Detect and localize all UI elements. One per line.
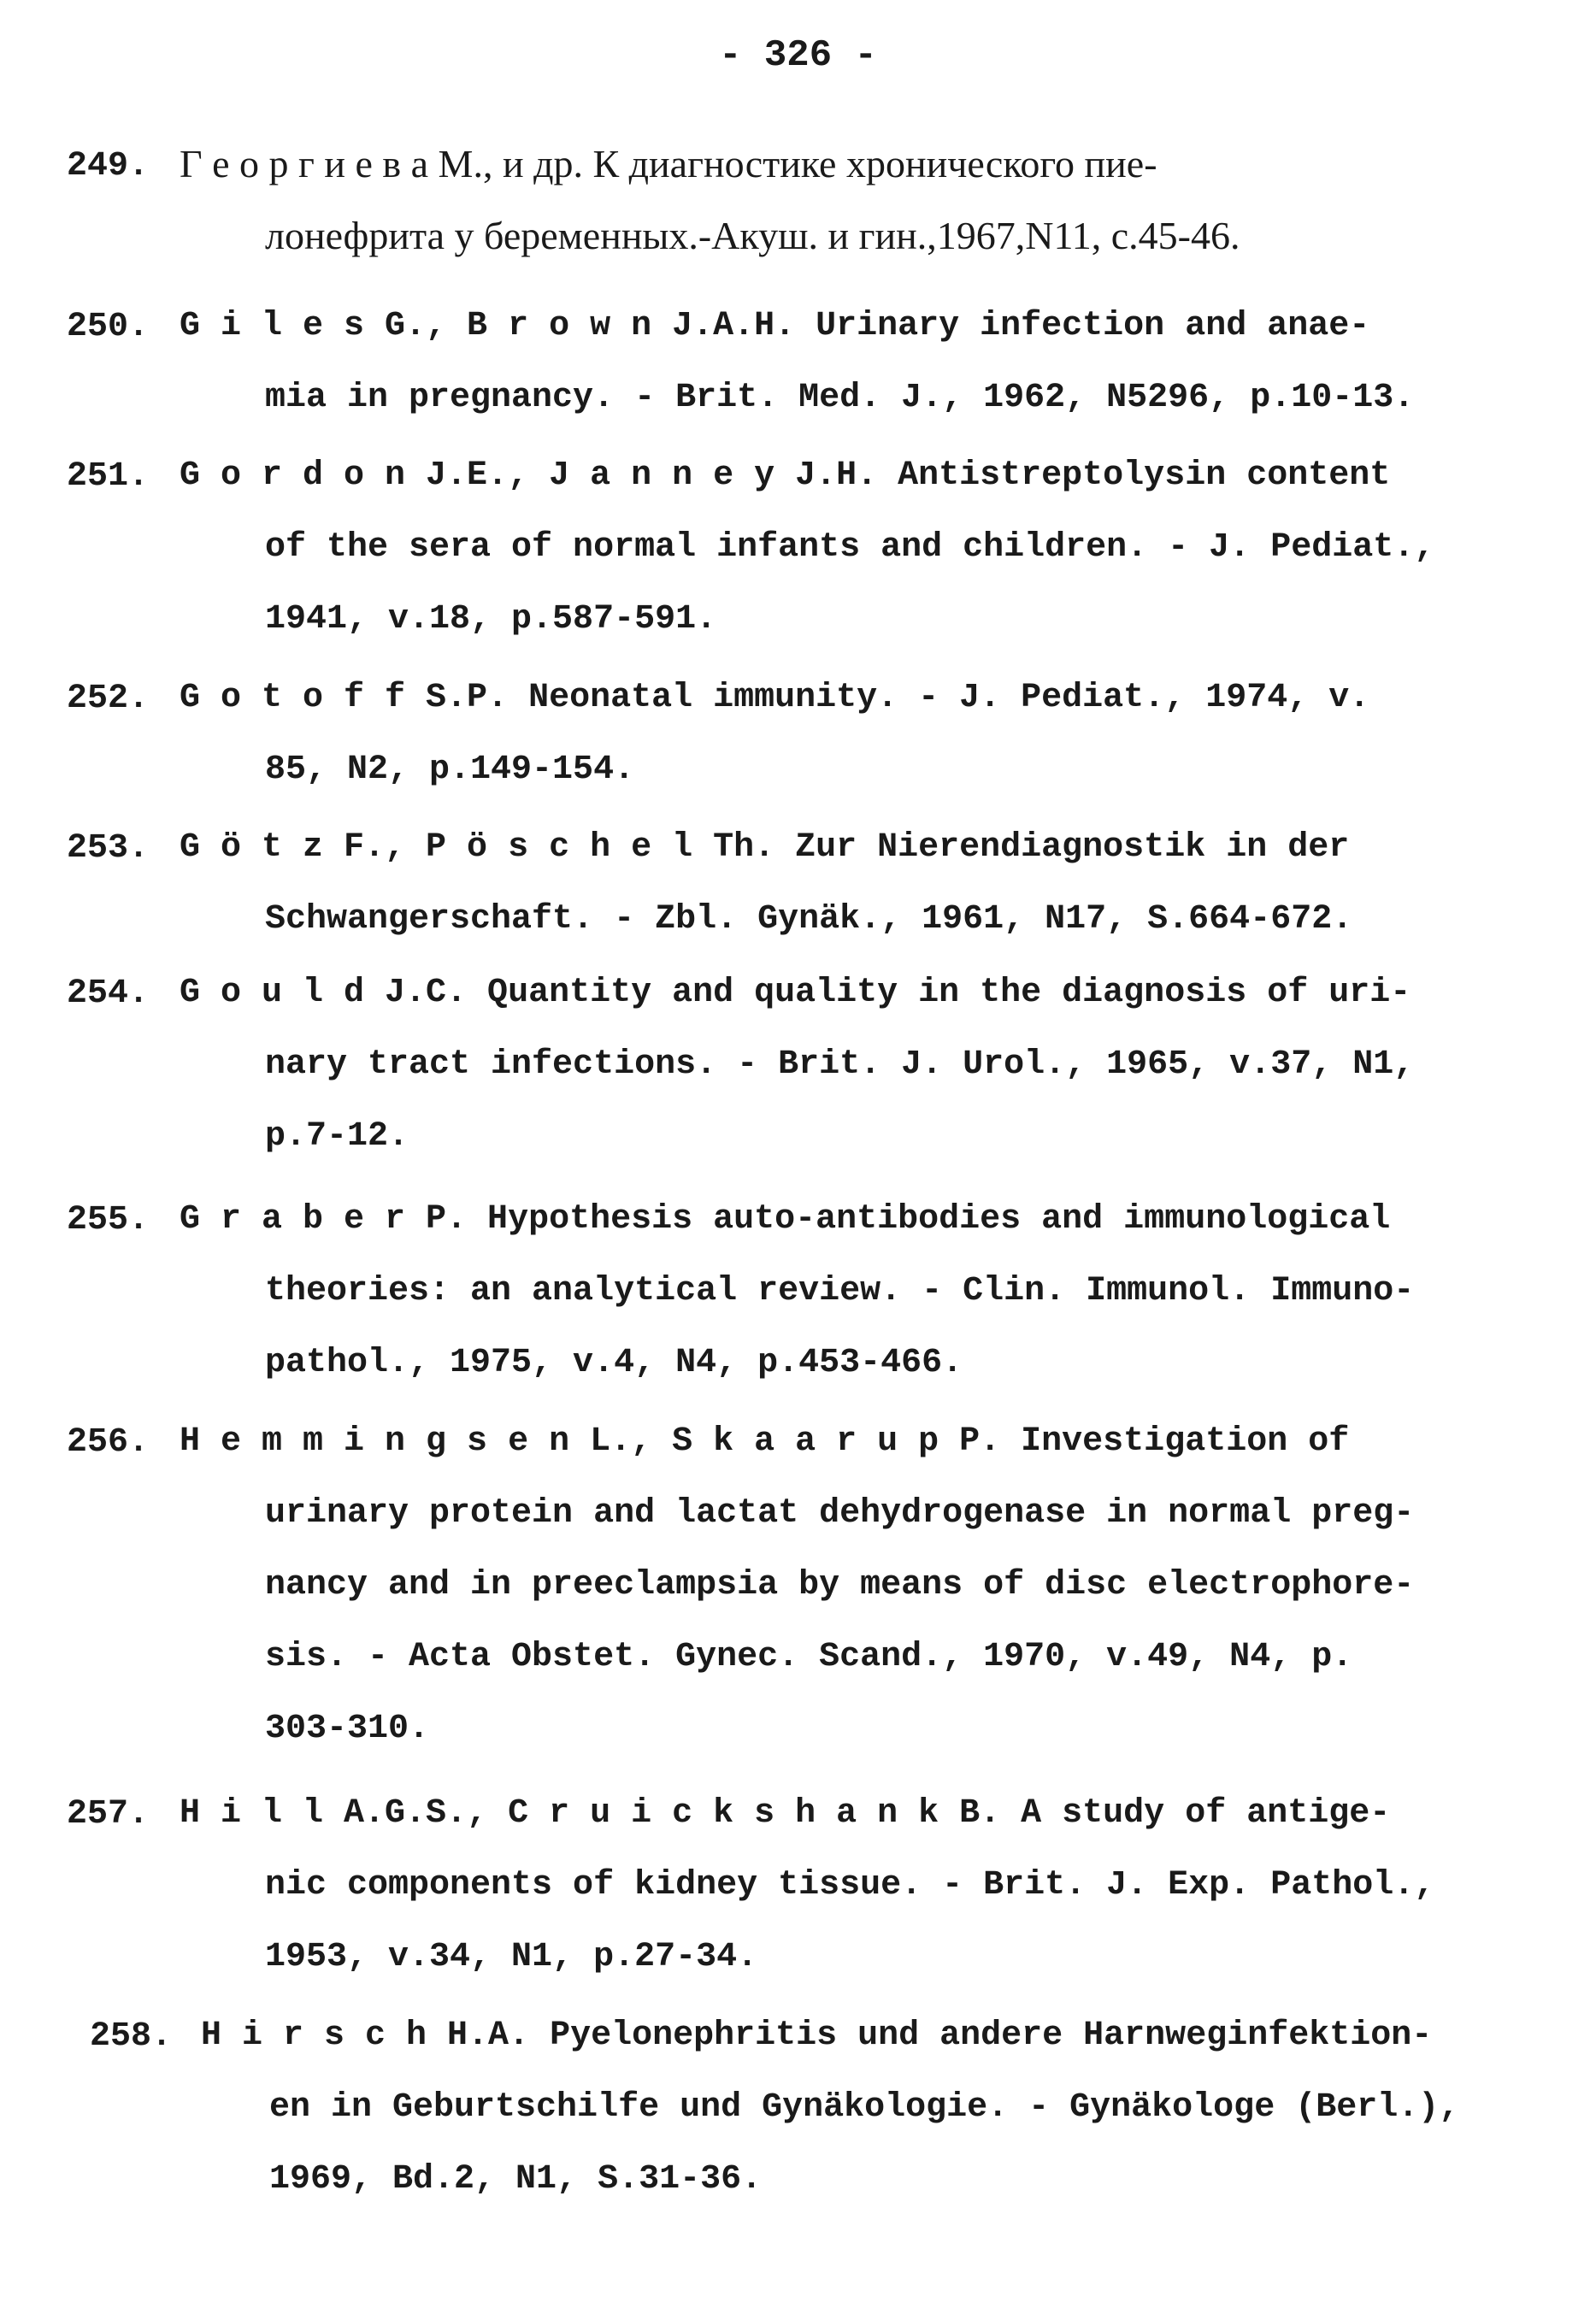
reference-line: pathol., 1975, v.4, N4, p.453-466. [265,1344,963,1382]
reference-line: лонефрита у беременных.-Акуш. и гин.,1967,N11, с.45-46. [265,214,1240,257]
reference-line: theories: an analytical review. - Clin. Immunol. Immuno- [265,1272,1415,1310]
reference-line: nic components of kidney tissue. - Brit. J. Exp. Pathol., [265,1866,1435,1905]
reference-text [201,2000,1539,2216]
reference-line: nary tract infections. - Brit. J. Urol., 1965, v.37, N1, [265,1045,1415,1084]
reference-number: 253. [67,829,150,868]
reference-line: H e m m i n g s e n L., S k a a r u p P. Investigation of [180,1422,1350,1461]
reference-line: G i l e s G., B r o w n J.A.H. Urinary infection and anae- [180,307,1370,345]
reference-line: of the sera of normal infants and children. - J. Pediat., [265,528,1435,567]
reference-line: p.7-12. [265,1117,409,1156]
reference-line: nancy and in preeclampsia by means of disc electrophore- [265,1566,1415,1604]
reference-text [180,1778,1539,1993]
reference-line: sis. - Acta Obstet. Gynec. Scand., 1970, v.49, N4, p. [265,1638,1353,1676]
reference-number: 250. [67,308,150,346]
reference-number: 252. [67,680,150,718]
reference-text [180,662,1539,806]
reference-line: H i l l A.G.S., C r u i c k s h a n k B. A study of antige- [180,1794,1391,1833]
reference-line: G o t o f f S.P. Neonatal immunity. - J. Pediat., 1974, v. [180,679,1370,717]
reference-line: urinary protein and lactat dehydrogenase in normal preg- [265,1494,1415,1533]
reference-line: 85, N2, p.149-154. [265,751,635,789]
reference-line: mia in pregnancy. - Brit. Med. J., 1962, N5296, p.10-13. [265,379,1415,417]
reference-number: 254. [67,974,150,1013]
reference-number: 257. [67,1795,150,1834]
reference-text [180,1184,1539,1399]
reference-number: 251. [67,457,150,496]
reference-line: Г е о р г и е в а М., и др. К диагностике хронического пие- [180,142,1157,185]
reference-number: 256. [67,1423,150,1462]
reference-line: 1953, v.34, N1, p.27-34. [265,1938,758,1976]
reference-number: 255. [67,1201,150,1239]
reference-number: 249. [67,147,150,185]
reference-line: G o u l d J.C. Quantity and quality in the diagnosis of uri- [180,974,1411,1012]
reference-line: 303-310. [265,1710,430,1748]
reference-number: 258. [90,2017,173,2056]
reference-line: G r a b e r P. Hypothesis auto-antibodies and immunological [180,1200,1391,1239]
reference-text [180,812,1539,956]
reference-line: G o r d o n J.E., J a n n e y J.H. Antistreptolysin content [180,456,1391,495]
reference-line: 1941, v.18, p.587-591. [265,600,717,639]
reference-line: 1969, Bd.2, N1, S.31-36. [269,2160,763,2199]
reference-text [180,291,1539,434]
reference-text [180,128,1539,272]
reference-line: H i r s c h H.A. Pyelonephritis und andere Harnweginfektion- [201,2017,1433,2055]
page-number: - 326 - [719,34,877,77]
reference-text [180,1406,1539,1765]
reference-text [180,957,1539,1173]
reference-line: en in Geburtschilfe und Gynäkologie. - Gynäkologe (Berl.), [269,2088,1460,2127]
reference-text [180,440,1539,656]
reference-line: G ö t z F., P ö s c h e l Th. Zur Nierendiagnostik in der [180,828,1350,867]
reference-line: Schwangerschaft. - Zbl. Gynäk., 1961, N17, S.664-672. [265,900,1353,939]
